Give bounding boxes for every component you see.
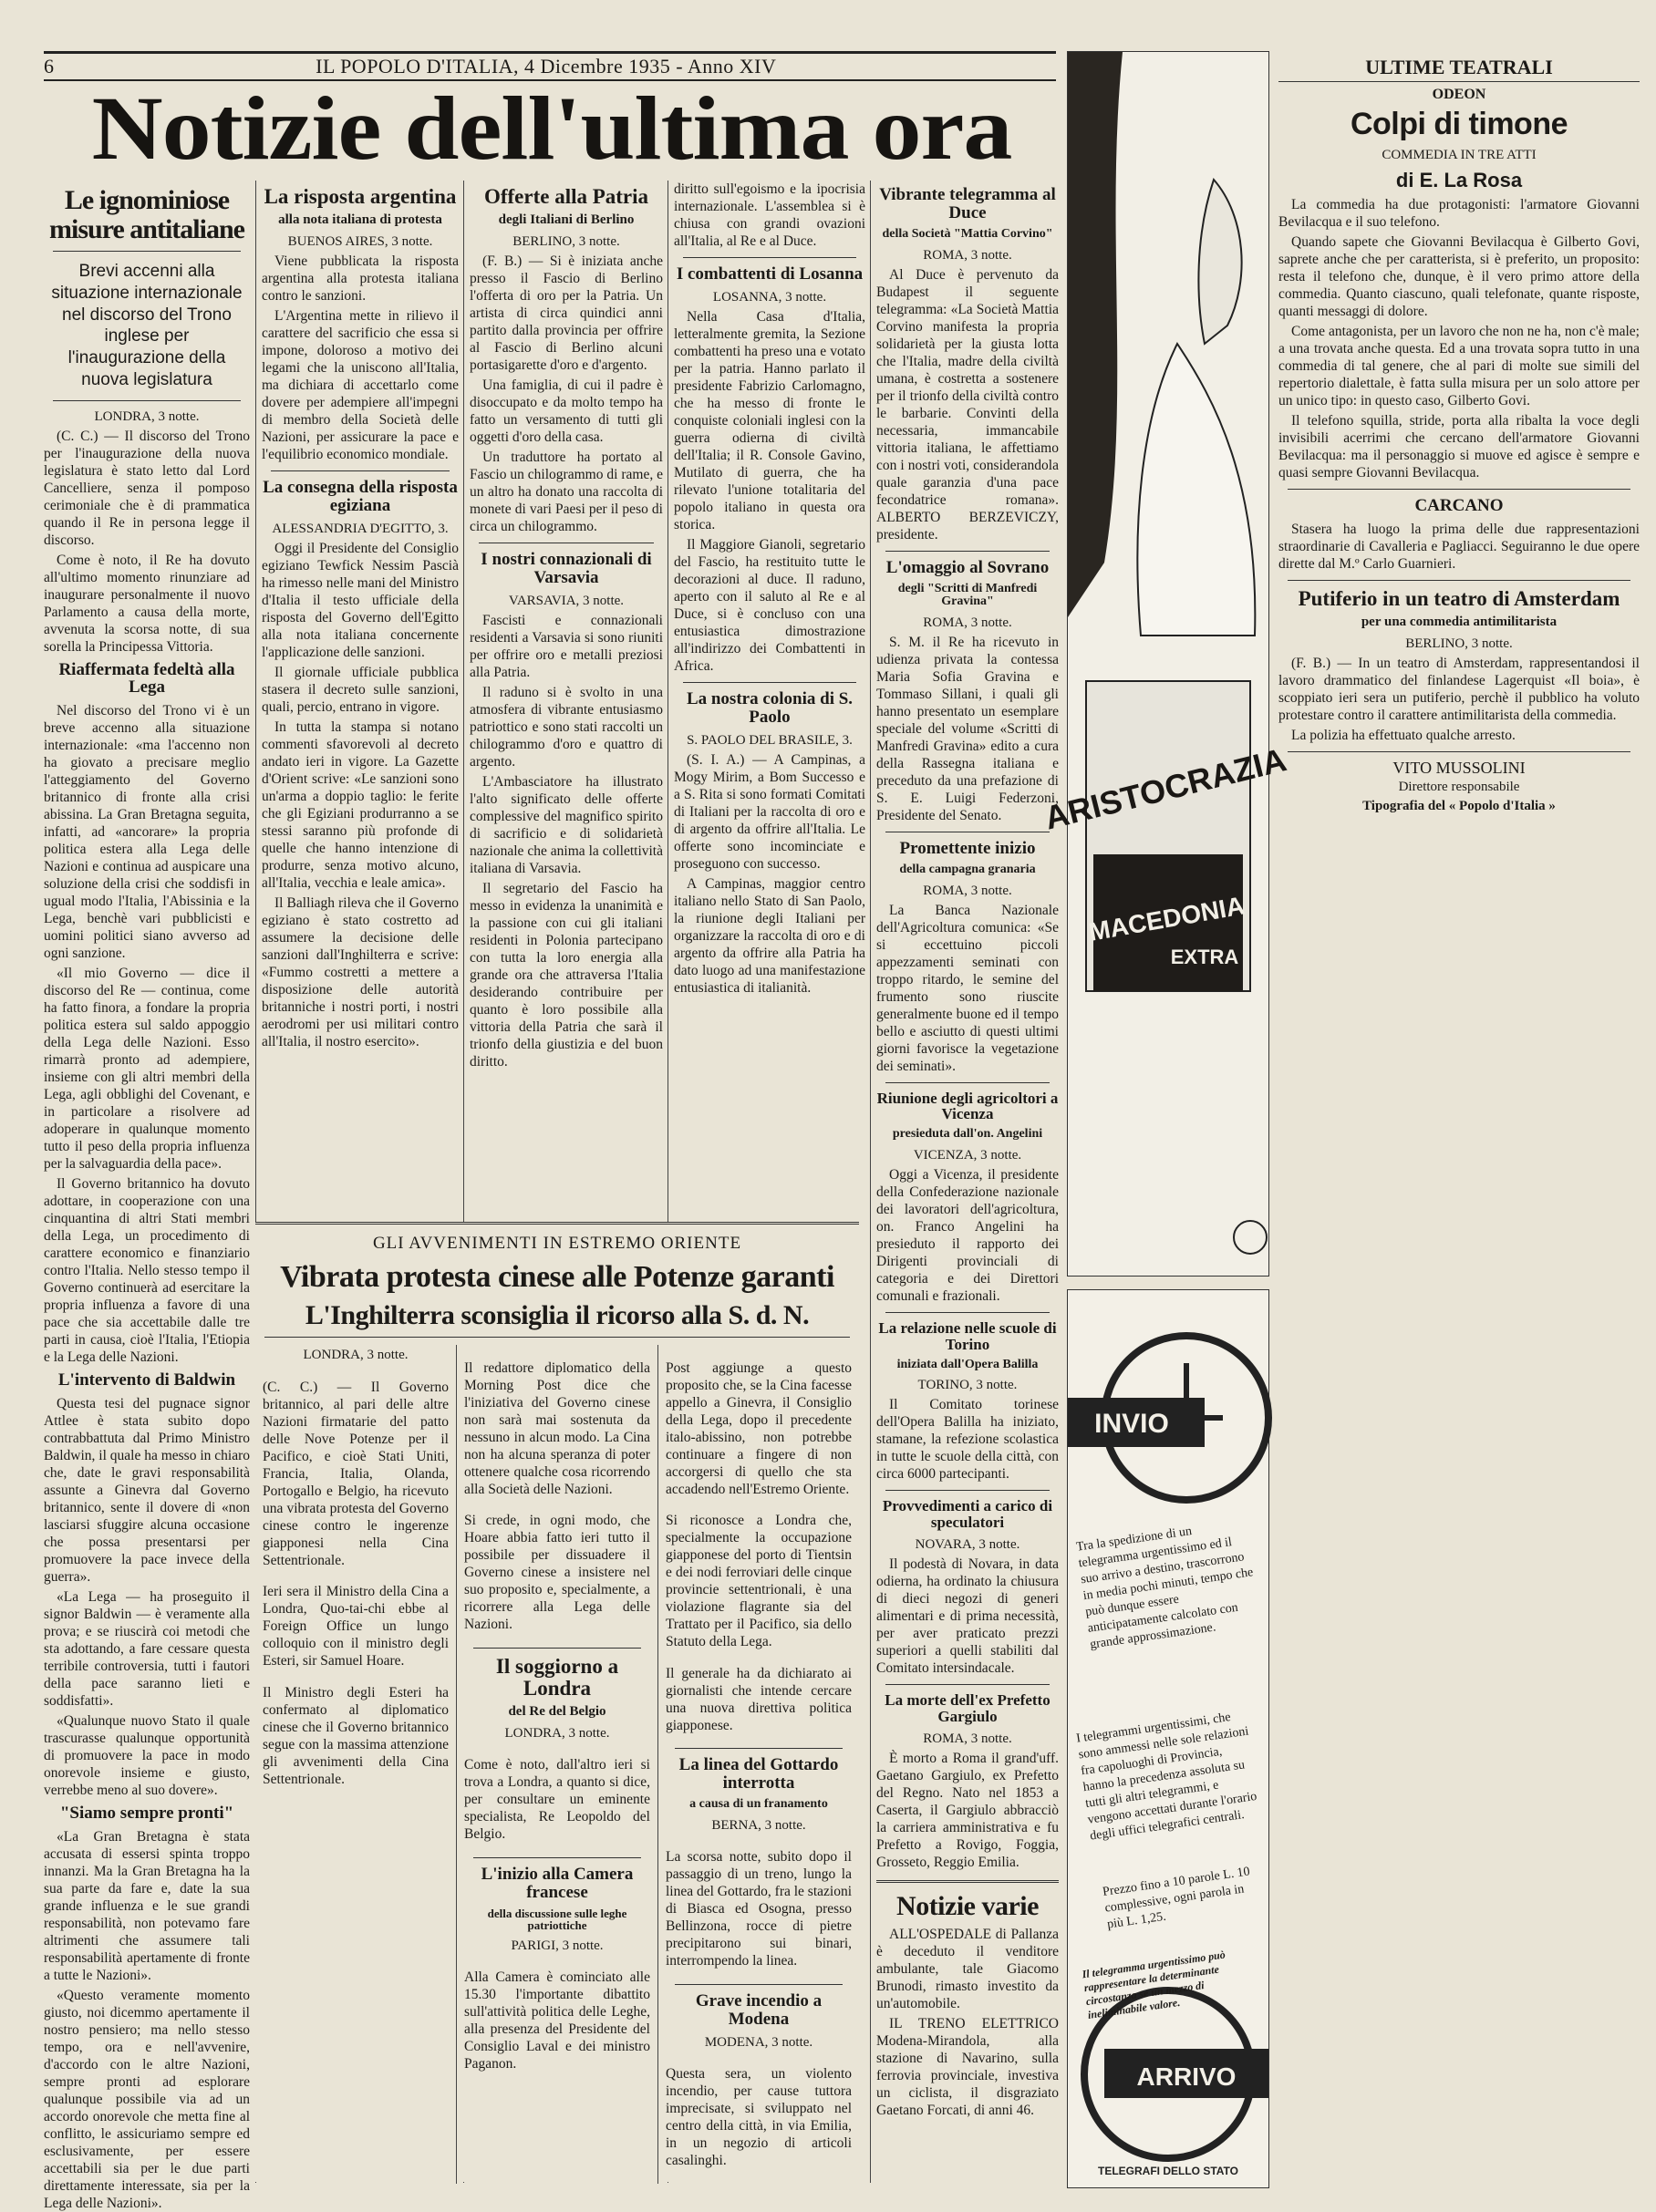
story-kicker: GLI AVVENIMENTI IN ESTREMO ORIENTE — [372, 1234, 742, 1253]
arrivo-word: ARRIVO — [1136, 2062, 1237, 2091]
paragraph: «La Lega — ha proseguito il signor Baldwin — è veramente alla prova; e se riuscirà coi metodi che sta adottando, a fare cessare questa terribile controversia, tutti i fautori della pace saranno lieti e soddisfatti». — [44, 1589, 250, 1710]
dateline: MODENA, 3 notte. — [704, 2034, 813, 2050]
section-heading: Riaffermata fedeltà alla Lega — [58, 659, 235, 698]
aristocrazia-brand: ARISTOCRAZIA — [1040, 740, 1290, 837]
running-head — [44, 51, 1056, 81]
running-title: IL POPOLO D'ITALIA, 4 Dicembre 1935 - Anno XIV — [316, 55, 777, 78]
play-title: Colpi di timone — [1350, 106, 1568, 141]
headline-omaggio-sovrano: L'omaggio al Sovrano — [885, 557, 1050, 577]
headline-soggiorno-londra: Il soggiorno a Londra — [495, 1654, 619, 1700]
dateline: TORINO, 3 notte. — [917, 1378, 1018, 1393]
subheadline: della campagna granaria — [899, 862, 1036, 876]
section-carcano: CARCANO — [1414, 495, 1504, 515]
headline-risposta-argentina: La risposta argentina — [264, 185, 457, 208]
paragraph: Fascisti e connazionali residenti a Varsavia si sono riuniti per offrire oro e metalli preziosi alla Patria. — [470, 612, 663, 680]
subheadline: iniziata dall'Opera Balilla — [896, 1357, 1039, 1371]
paragraph: Il segretario del Fascio ha messo in evidenza la unanimità e la passione con cui gli italiani residenti in Polonia partecipano con tutta la loro energia alla grande ora che attraversa l'Italia desiderando contribuire per quanto è loro possibile alla vittoria della Patria che sarà il trionfo della giustizia e del buon diritto. — [470, 880, 663, 1070]
paragraph: Come è noto, dall'altro ieri si trova a Londra, a quanto si dice, per consultare un eminente specialista, Re Leopoldo del Belgio. — [464, 1757, 650, 1843]
paragraph: Il redattore diplomatico della Morning Post dice che l'iniziativa del Governo cinese non sarà mai sostenuta da nessuno in alcun modo. La Cina non ha alcuna speranza di poter ottenere qualche cosa ricorrendo alla Società delle Nazioni. — [464, 1359, 650, 1497]
subheadline: presieduta dall'on. Angelini — [892, 1127, 1043, 1142]
paragraph: Il Maggiore Gianoli, segretario del Fascio, ha restituito tutte le decorazioni al duce. Il raduno, aperto con il saluto al Re e al Duce, si è concluso con una entusiastica dimostrazione all'indirizzo dei Combattenti in Africa. — [674, 536, 865, 674]
paragraph: (F. B.) — Si è iniziata anche presso il Fascio di Berlino l'offerta di oro per la Patria. Un artista di circa quindici anni partito dalla provincia per offrire al Fascio di Berlino alcuni portasigarette d'oro e d'argento. — [470, 253, 663, 373]
headline-risposta-egiziana: La consegna della risposta egiziana — [263, 477, 458, 515]
story-columns — [255, 1345, 859, 2183]
headline-varsavia: I nostri connazionali di Varsavia — [481, 549, 652, 587]
headline-agricoltori-vicenza: Riunione degli agricoltori a Vicenza — [876, 1089, 1059, 1123]
play-author: di E. La Rosa — [1395, 168, 1523, 191]
headline-speculatori: Provvedimenti a carico di speculatori — [882, 1497, 1053, 1532]
paragraph: Viene pubblicata la risposta argentina alla protesta italiana contro le sanzioni. — [262, 253, 459, 304]
paragraph: In tutta la stampa si notano commenti sfavorevoli al decreto andato ieri in vigore. La Gazette d'Orient scrive: «Le sanzioni sono un'arma a doppio taglio: le ferite che gli Egiziani produrranno a se stessi saranno più profonde di quelle che hanno intenzione di produrre, senza motivo alcuno, all'Italia, vecchia e leale amica». — [262, 718, 459, 891]
headline-combattenti-losanna: I combattenti di Losanna — [676, 264, 864, 284]
paragraph: L'Argentina mette in rilievo il carattere del sacrificio che essa si impone, doloroso a motivo dei legami che la uniscono all'Italia, ma dichiara di accettarlo come dovere per adempiere all'impegni di membro della Società delle Nazioni, per assicurare la pace e l'equilibrio economico mondiale. — [262, 307, 459, 462]
macedonia-variant: EXTRA — [1170, 946, 1239, 968]
paragraph: Oggi il Presidente del Consiglio egiziano Tewfick Nessim Pascià ha rimesso nelle mani del Ministro d'Italia il testo ufficiale della risposta del Governo dell'Egitto alla nota italiana concernente l'applicazione delle sanzioni. — [262, 540, 459, 660]
dateline: ROMA, 3 notte. — [923, 883, 1012, 898]
dateline: NOVARA, 3 notte. — [915, 1536, 1020, 1552]
paragraph: L'Ambasciatore ha illustrato l'alto significato delle offerte complessive del magnifico spirito di sacrificio e di solidarietà nazionale che anima la collettività italiana di Varsavia. — [470, 773, 663, 876]
headline-protesta-cinese: Vibrata protesta cinese alle Potenze garanti — [280, 1260, 834, 1294]
paragraph: Il Balliagh rileva che il Governo egiziano è stato costretto ad assumere la decisione delle sanzioni dall'Inghilterra e scrive: «Fummo costretti a mettere a disposizione delle autorità britanniche i nostri porti, i nostri aerodromi per usi militari contro all'Italia, il nostro esercito». — [262, 894, 459, 1049]
paragraph: Alla Camera è cominciato alle 15.30 l'importante dibattito sull'attività politica delle Leghe, alla presenza del Presidente del Consiglio Laval e dei ministro Paganon. — [464, 1969, 650, 2072]
paragraph: Ieri sera il Ministro della Cina a Londra, Quo-tai-chi ebbe al Foreign Office un lungo colloquio con il ministro degli Esteri, sir Samuel Hoare. — [263, 1584, 449, 1669]
paragraph: ALL'OSPEDALE di Pallanza è deceduto il venditore ambulante, tale Giacomo Brunodi, rimasto investito da un'automobile. — [876, 1927, 1059, 2012]
paragraph: Come è noto, il Re ha dovuto all'ultimo momento rinunziare ad inaugurare personalmente il nuovo Parlamento a causa della morte, avvenuta la scorsa notte, di sua sorella la Principessa Vittoria. — [44, 552, 250, 655]
subheadline: della discussione sulle leghe patriottiche — [487, 1906, 627, 1933]
paragraph: «Questo veramente momento giusto, noi dicemmo apertamente il nostro pensiero; ma nello stesso tempo, ora e nell'avvenire, d'accordo con le altre Nazioni, sempre pronti ad esplorare qualunque possibile via ad un accordo onorevole che metta fine al conflitto, le assicuriamo sempre ed esclusivamente, per essere accettabili sia per le due parti direttamente interessate, sia per la Lega delle Nazioni». — [44, 1988, 250, 2212]
subheadline: alla nota italiana di protesta — [278, 212, 442, 228]
section-heading: "Siamo sempre pronti" — [59, 1804, 234, 1824]
paragraph: (C. C.) — Il Governo britannico, al pari delle altre Nazioni firmatarie del patto delle Nove Potenze per il Pacifico, e cioè Stati Uniti, Francia, Italia, Olanda, Portogallo e Belgio, ha ricevuto una vibrata protesta del Governo cinese contro le ingerenze giapponesi nella Cina Settentrionale. — [263, 1379, 449, 1568]
subheadline: per una commedia antimilitarista — [1361, 614, 1558, 629]
subheadline: del Re del Belgio — [508, 1703, 606, 1719]
dateline: ROMA, 3 notte. — [923, 615, 1012, 630]
macedonia-product: MACEDONIA — [1086, 891, 1247, 946]
telegrafi-slogan: Il telegramma urgentissimo può rappresentare la determinante circostanza se un mezzo di ineliminabile valore. — [1081, 1948, 1226, 2021]
dateline: BUENOS AIRES, 3 notte. — [287, 233, 433, 249]
theatre-venue: ODEON — [1432, 87, 1486, 103]
dateline: BERLINO, 3 notte. — [1405, 636, 1513, 651]
dateline: LOSANNA, 3 notte. — [712, 289, 827, 305]
telegrafi-price: Prezzo fino a 10 parole L. 10 complessive, ogni parola in più L. 1,25. — [1102, 1865, 1251, 1932]
dateline: ROMA, 3 notte. — [923, 1731, 1012, 1746]
paragraph: (S. I. A.) — A Campinas, a Mogy Mirim, a Bom Successo e a S. Rita si sono formati Comitati di Italiani per la raccolta di oro e di argento da offrire all'Italia. Le offerte sono incominciate e proseguono con successo. — [674, 751, 865, 872]
paragraph: Un traduttore ha portato al Fascio un chilogrammo di rame, e un altro ha donato una raccolta di monete di vari Paesi per il peso di circa un chilogrammo. — [470, 449, 663, 534]
paragraph: Si crede, in ogni modo, che Hoare abbia fatto ieri tutto il possibile per dissuadere il Governo cinese a insistere nel suo proposito e, specialmente, a ricorrere alla Lega delle Nazioni. — [464, 1513, 650, 1633]
telegrafi-advertisement — [1067, 1289, 1269, 2188]
telegrafi-text-2: I telegrammi urgentissimi, che sono ammessi nelle sole relazioni fra capoluoghi di Provincia, hanno la precedenza assoluta su tutti gli altri telegrammi, e vengono accettati durante l'orario degli uffici telegrafici centrali. — [1075, 1711, 1258, 1844]
telegrafi-text-1: Tra la spedizione di un telegramma urgentissimo ed il suo arrivo a destino, trascorrono in media pochi minuti, tempo che può dunque essere anticipatamente calcolato con grande approssimazione. — [1075, 1525, 1255, 1652]
dateline: LONDRA, 3 notte. — [504, 1725, 610, 1741]
paragraph: (F. B.) — In un teatro di Amsterdam, rappresentandosi il lavoro drammatico del finlandese Lagerquist «Il boia», è scoppiato ieri sera un putiferio, perchè il pubblico ha voluto protestare contro il carattere antimilitarista della commedia. — [1278, 655, 1640, 723]
page-number: 6 — [44, 55, 55, 78]
paragraph: La polizia ha effettuato qualche arresto. — [1291, 727, 1516, 743]
dateline: LONDRA, 3 notte. — [303, 1348, 409, 1363]
paragraph: Al Duce è pervenuto da Budapest il seguente telegramma: «La Società Mattia Corvino manifesta la propria solidarietà per la giusta lotta che l'Italia, madre della civiltà umana, è costretta a sostenere per il trionfo della civiltà contro le barbarie. Convinti della necessaria, immancabile vittoria italiana, le affettiamo con i nostri voti, considerandola quale garanzia d'una pace fecondatrice romana». ALBERTO BERZEVICZY, presidente. — [876, 266, 1059, 543]
subheadline: degli "Scritti di Manfredi Gravina" — [897, 581, 1038, 609]
headline-incendio-modena: Grave incendio a Modena — [695, 1990, 823, 2029]
headline-colonia-san-paolo: La nostra colonia di S. Paolo — [686, 688, 854, 727]
paragraph: La Banca Nazionale dell'Agricoltura comunica: «Se si eccettuino piccoli appezzamenti seminati con troppo ritardo, le semine del frumento sono riuscite generalmente buone ed il tempo bello e asciutto di questi ultimi giorni favorisce la vegetazione dei seminati». — [876, 902, 1059, 1074]
headline-camera-francese: L'inizio alla Camera francese — [481, 1864, 634, 1902]
paragraph: Si riconosce a Londra che, specialmente la occupazione giapponese del porto di Tientsin e dei nodi ferroviari delle cinque provincie settentrionali, è una violazione flagrante sia del Trattato per il Pacifico, sia dello Statuto della Lega. — [666, 1513, 852, 1650]
paragraph: Una famiglia, di cui il padre è disoccupato e da molto tempo ha fatto un versamento di tutti gli oggetti d'oro della casa. — [470, 377, 663, 445]
headline-morte-gargiulo: La morte dell'ex Prefetto Gargiulo — [885, 1690, 1051, 1725]
estremo-oriente-story — [255, 1222, 859, 2182]
headline-scuole-torino: La relazione nelle scuole di Torino — [878, 1318, 1057, 1353]
subheadline-discorso-trono: Brevi accenni alla situazione internazionale nel discorso del Trono inglese per l'inaugurazione della nuova legislatura — [51, 262, 243, 389]
paragraph: «La Gran Bretagna è stata accusata di essersi spinta troppo innanzi. Ma la Gran Bretagna ha la sua parte da fare e, date la sua grande influenza e le sue grandi responsabilità, non potevamo fare altrimenti che assumere tali responsabilità apertamente di fronte a tutte le Nazioni». — [44, 1829, 250, 1984]
dateline: BERLINO, 3 notte. — [512, 233, 620, 249]
subheadline: della Società "Mattia Corvino" — [882, 226, 1053, 241]
subheadline: a causa di un franamento — [689, 1797, 828, 1812]
dateline: VICENZA, 3 notte. — [913, 1147, 1022, 1163]
advertising-area — [1040, 51, 1640, 2186]
dateline: BERNA, 3 notte. — [711, 1817, 806, 1833]
paragraph: Oggi a Vicenza, il presidente della Confederazione nazionale dei lavoratori dell'agricoltura, on. Franco Angelini ha presieduto il rapporto dei Dirigenti provinciali di categoria e dei Direttori comunali e frazionali. — [876, 1166, 1059, 1304]
paragraph: Questa tesi del pugnace signor Attlee è stata subito dopo contrabbattuta dal Primo Ministro Baldwin, il quale ha messo in chiaro che, date le gravi responsabilità assunte a Ginevra dal Governo britannico, sente il dovere di «non lasciarsi sfuggire alcuna occasione che possa presentarsi per promuovere la pace invece della guerra». — [44, 1396, 250, 1586]
paragraph: La commedia ha due protagonisti: l'armatore Giovanni Bevilacqua e il suo telefono. — [1278, 196, 1640, 230]
headline-inghilterra-sdn: L'Inghilterra sconsiglia il ricorso alla S. d. N. — [305, 1299, 810, 1330]
paragraph: «Il mio Governo — dice il discorso del Re — continua, come ha fatto finora, a fondare la propria politica estera sul saldo appoggio della Lega delle Nazioni. Esso rimarrà pronto ad adempiere, insieme con gli altri membri della Lega, agli obblighi del Covenant, e in particolare a risolvere ad adoperare in qualunque momento tutto il peso della propria influenza per la salvaguardia della pace». — [44, 966, 250, 1173]
paragraph: Post aggiunge a questo proposito che, se la Cina facesse appello a Ginevra, il Consiglio della Lega, dopo il precedente italo-abissino, non potrebbe continuare a fingere di non accorgersi di quello che sta accadendo nell'Estremo Oriente. — [666, 1359, 852, 1497]
paragraph: Nella Casa d'Italia, letteralmente gremita, la Sezione combattenti ha preso una e votato per la patria. Hanno parlato il presidente Fabrizio Carlomagno, che ha messo di fronte le conquiste coloniali inglesi con la guerra odierna di civiltà dell'Italia; il R. Console Gavino, Mutilato di guerra, che ha rilevato l'unione totalitaria del popolo italiano in questa ora storica. — [674, 308, 865, 532]
printer-line: Tipografia del « Popolo d'Italia » — [1362, 798, 1556, 813]
paragraph: Questa sera, un violento incendio, per cause tuttora imprecisate, si sviluppato nel centro della città, in via Emilia, in un negozio di articoli casalinghi. — [666, 2066, 852, 2169]
section-masthead: Notizie dell'ultima ora — [91, 78, 1012, 180]
paragraph: È morto a Roma il grand'uff. Gaetano Gargiulo, ex Prefetto del Regno. Nato nel 1853 a Caserta, il Gargiulo abbracciò la carriera amministrativa e fu Prefetto a Rovigo, Foggia, Grosseto, Reggio Emilia. — [876, 1750, 1059, 1870]
headline-telegramma-duce: Vibrante telegramma al Duce — [879, 185, 1056, 222]
aristocrazia-illustration — [1040, 52, 1290, 1276]
paragraph: S. M. il Re ha ricevuto in udienza privata la contessa Maria Sofia Gravina e Tommaso Sillani, i quali gli hanno presentato un esemplare speciale del volume «Scritti di Manfredi Gravina» edito a cura della Rassegna italiana e preceduto da una prefazione di S. E. Luigi Federzoni, Presidente del Senato. — [876, 634, 1059, 823]
headline-gottardo: La linea del Gottardo interrotta — [678, 1755, 839, 1793]
paragraph: Nel discorso del Trono vi è un breve accenno alla situazione internazionale: «ma l'accenno non ha giovato a precisare meglio l'atteggiamento del Governo britannico di fronte alla crisi abissina. La Gran Bretagna seguita, infatti, ad «ancorare» la propria politica estera alla Lega delle Nazioni e continua ad auspicare una soluzione della crisi che soddisfi in ugual modo l'Italia, l'Abissinia e la Lega, benchè vari pubblicisti e uomini politici siano avverso ad ogni sanzione. — [44, 703, 250, 962]
paragraph: IL TRENO ELETTRICO Modena-Mirandola, alla stazione di Navarino, sulla ferrovia provinciale, investiva un ciclista, il disgraziato Gaetano Forcati, di anni 46. — [876, 2016, 1059, 2119]
play-genre: COMMEDIA IN TRE ATTI — [1382, 147, 1537, 162]
dateline: ALESSANDRIA D'EGITTO, 3. — [272, 521, 449, 536]
story-column-2 — [457, 1345, 658, 2183]
paragraph: Quando sapete che Giovanni Bevilacqua è Gilberto Govi, saprete anche che per caratterista, si è preferito, un proposito: resta il telefono che, dunque, è il vero primo attore della commedia. Quanto ciascuno, quali telefonate, quante risposte, quanti messaggi di dolore. — [1278, 233, 1640, 319]
paragraph: diritto sull'egoismo e la ipocrisia internazionale. L'assemblea si è chiusa con grandi ovazioni all'Italia, al Re e al Duce. — [674, 181, 865, 249]
dateline: ROMA, 3 notte. — [923, 247, 1012, 263]
column-5 — [870, 181, 1062, 2183]
paragraph: Il Governo britannico ha dovuto adottare, in cooperazione con una cinquantina di altri Stati membri della Lega, un procedimento di carattere economico e finanziario contro l'Italia. Nello stesso tempo il Governo continuerà ad esercitare la propria influenza a favore di una pace che sia accettabile dalle tre parti in causa, cioè l'Italia, l'Etiopia e la Lega delle Nazioni. — [44, 1176, 250, 1366]
dateline: LONDRA, 3 notte. — [94, 408, 200, 424]
telegrafi-footer: TELEGRAFI DELLO STATO — [1098, 2165, 1238, 2177]
invio-word: INVIO — [1094, 1409, 1169, 1439]
headline-campagna-granaria: Promettente inizio — [899, 838, 1036, 858]
paragraph: Il podestà di Novara, in data odierna, ha ordinato la chiusura di dieci negozi di generi alimentari e di prima necessità, per aver praticato prezzi superiori a quelli stabiliti dal Comitato intersindacale. — [876, 1556, 1059, 1676]
paragraph: Il raduno si è svolto in una atmosfera di vibrante entusiasmo patriottico e sono stati raccolti un chilogrammo d'oro e quattro di argento. — [470, 684, 663, 770]
paragraph: «Qualunque nuovo Stato il quale trascurasse qualunque opportunità di promuovere la pace in modo onorevole insieme e giusto, verrebbe meno al suo dovere». — [44, 1713, 250, 1799]
paragraph: Il Ministro degli Esteri ha confermato al diplomatico cinese che il Governo britannico segue con la massima attenzione gli avvenimenti della Cina Settentrionale. — [263, 1684, 449, 1787]
headline-putiferio-amsterdam: Putiferio in un teatro di Amsterdam — [1298, 586, 1620, 610]
section-heading: L'intervento di Baldwin — [57, 1370, 236, 1390]
theatre-title: ULTIME TEATRALI — [1278, 57, 1640, 82]
headline-antitaliane: Le ignominiose misure antitaliane — [49, 185, 244, 244]
headline-offerte-patria: Offerte alla Patria — [483, 185, 649, 208]
dateline: S. PAOLO DEL BRASILE, 3. — [687, 732, 853, 748]
aristocrazia-advertisement — [1040, 51, 1290, 1277]
director-role: Direttore responsabile — [1398, 779, 1520, 794]
column-1 — [44, 181, 255, 2212]
paragraph: Il Comitato torinese dell'Opera Balilla ha iniziato, stamane, la refezione scolastica in tutte le scuole della città, con circa 6000 partecipanti. — [876, 1397, 1059, 1483]
headline-notizie-varie: Notizie varie — [896, 1890, 1039, 1921]
story-column-1 — [255, 1345, 457, 2183]
director-signature: VITO MUSSOLINI — [1392, 758, 1526, 777]
dateline: PARIGI, 3 notte. — [511, 1938, 604, 1953]
paragraph: A Campinas, maggior centro italiano nello Stato di San Paolo, la riunione degli Italiani per organizzare la raccolta di oro e di argento da offrire alla Patria ha dato luogo ad una manifestazione entusiastica di italianità. — [674, 875, 865, 996]
theatre-column — [1278, 51, 1640, 2186]
news-area — [44, 181, 1059, 2212]
paragraph: Il telefono squilla, stride, porta alla ribalta la voce degli invisibili acerrimi che cercano dell'armatore Giovanni Bevilacqua: ma il personaggio si muove ed agisce è sempre e quasi sempre Giovanni Bevilacqua. — [1278, 412, 1640, 481]
paragraph: Come antagonista, per un lavoro che non ne ha, non c'è male; a una trovata anche questa. Ed a una trovata sopra tutto in una commedia di tal genere, che al pari di molte sue simili del repertorio dialettale, è fatta sulla misura per un solo attore per un unico tipo: in questo caso, Gilberto Govi. — [1278, 323, 1640, 408]
paragraph: Stasera ha luogo la prima delle due rappresentazioni straordinarie di Cavalleria e Pagliacci. Seguiranno le due opere dirette dal M.º Carlo Guarnieri. — [1278, 521, 1640, 572]
paragraph: La scorsa notte, subito dopo il passaggio di un treno, lungo la linea del Gottardo, fra le stazioni di Biasca ed Osogna, presso Bellinzona, rocce di pietre precipitarono sui binari, interrompendo la linea. — [666, 1849, 853, 1969]
paragraph: (C. C.) — Il discorso del Trono per l'inaugurazione della nuova legislatura è stato letto dal Lord Cancelliere, senza il pomposo cerimoniale che è di prammatica quando il Re in persona legge il discorso. — [44, 428, 250, 548]
subheadline: degli Italiani di Berlino — [498, 212, 635, 228]
paragraph: Il giornale ufficiale pubblica stasera il decreto sulle sanzioni, quali, percio, entrano in vigore. — [262, 664, 459, 715]
dateline: VARSAVIA, 3 notte. — [508, 593, 625, 608]
paragraph: Il generale ha da dichiarato ai giornalisti che intende cercare una nuova direttiva politica giapponese. — [666, 1665, 852, 1733]
story-column-3 — [658, 1345, 859, 2183]
